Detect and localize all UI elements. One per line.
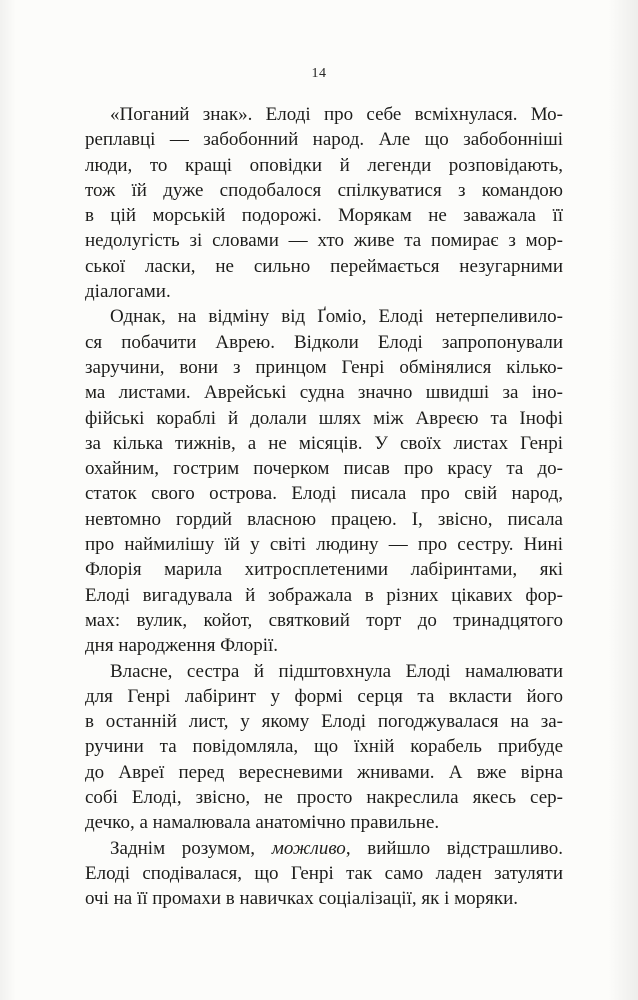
text-segment: ручини та повідомляла, що їхній корабель прибуде [85, 736, 563, 758]
text-segment: про наймилішу їй у світі людину — про сестру. Нині [85, 534, 563, 556]
text-line [85, 406, 563, 431]
text-line [85, 583, 563, 608]
text-line [85, 127, 563, 152]
text-segment: реплавці — забобонний народ. Але що забобонніші [85, 129, 563, 151]
text-segment: , вийшло відстрашливо. [345, 837, 563, 859]
text-segment: дечко, а намалювала анатомічно правильне. [85, 812, 440, 834]
text-line [85, 836, 563, 861]
text-segment: невтомно гордий власною працею. І, звісно, писала [85, 508, 563, 530]
text-line [85, 886, 563, 911]
text-segment: статок свого острова. Елоді писала про свій народ, [85, 483, 563, 505]
text-line [85, 481, 563, 506]
text-line [85, 785, 563, 810]
text-segment: ся побачити Аврею. Відколи Елоді запропонували [85, 331, 563, 353]
text-line [85, 254, 563, 279]
text-line [85, 355, 563, 380]
text-line [85, 760, 563, 785]
text-segment: Власне, сестра й підштовхнула Елоді намалювати [110, 660, 563, 682]
italic-text-segment: можливо [271, 837, 346, 859]
text-segment: охайним, гострим почерком писав про красу та до- [85, 458, 563, 480]
text-segment: Заднім розумом, [110, 837, 272, 859]
text-segment: дня народження Флорії. [85, 635, 279, 657]
text-segment: «Поганий знак». Елоді про себе всміхнулася. Мо- [110, 104, 563, 125]
text-segment: Елоді сподівалася, що Генрі так само ладен затуляти [85, 862, 563, 884]
text-line [85, 861, 563, 886]
text-line [85, 431, 563, 456]
text-line [85, 456, 563, 481]
text-line [85, 633, 563, 658]
text-segment: собі Елоді, звісно, не просто накреслила якесь сер- [85, 787, 563, 809]
text-segment: Елоді вигадувала й зображала в різних цікавих фор- [85, 584, 563, 606]
text-segment: в цій морській подорожі. Морякам не заважала її [85, 205, 563, 227]
text-segment: діалогами. [85, 281, 171, 303]
text-segment: тож їй дуже сподобалося спілкуватися з командою [85, 179, 563, 201]
text-line [85, 228, 563, 253]
text-segment: недолугість зі словами — хто живе та помирає з мор- [85, 230, 563, 252]
text-line [85, 659, 563, 684]
text-line [85, 279, 563, 304]
text-line [85, 102, 563, 127]
text-segment: в останній лист, у якому Елоді погоджувалася на за- [85, 711, 563, 733]
text-segment: люди, то кращі оповідки й легенди розповідають, [85, 154, 563, 176]
text-line [85, 810, 563, 835]
text-line [85, 203, 563, 228]
text-line [85, 507, 563, 532]
text-block [85, 102, 563, 912]
text-segment: за кілька тижнів, а не місяців. У своїх листах Генрі [85, 432, 563, 454]
text-line [85, 532, 563, 557]
text-segment: ма листами. Аврейські судна значно швидші за іно- [85, 382, 563, 404]
text-segment: Флорія марила хитросплетеними лабіринтами, які [85, 559, 563, 581]
text-line [85, 153, 563, 178]
text-line [85, 304, 563, 329]
text-line [85, 557, 563, 582]
text-line [85, 709, 563, 734]
text-segment: ської ласки, не сильно переймається незугарними [85, 255, 563, 277]
text-line [85, 380, 563, 405]
text-line [85, 734, 563, 759]
text-line [85, 330, 563, 355]
text-segment: до Авреї перед вересневими жнивами. А вже вірна [85, 761, 563, 783]
text-segment: для Генрі лабіринт у формі серця та вкласти його [85, 685, 563, 707]
text-segment: очі на її промахи в навичках соціалізації, як і моряки. [85, 888, 519, 910]
text-line [85, 178, 563, 203]
text-segment: Однак, на відміну від Ґоміо, Елоді нетерпеливило- [110, 306, 563, 328]
text-line [85, 608, 563, 633]
text-segment: заручини, вони з принцом Генрі обмінялися кілько- [85, 356, 563, 378]
text-segment: фійські кораблі й долали шлях між Авреєю та Інофі [85, 407, 563, 429]
page-number: 14 [311, 66, 327, 81]
text-line [85, 684, 563, 709]
text-segment: мах: вулик, койот, святковий торт до тринадцятого [85, 609, 563, 631]
